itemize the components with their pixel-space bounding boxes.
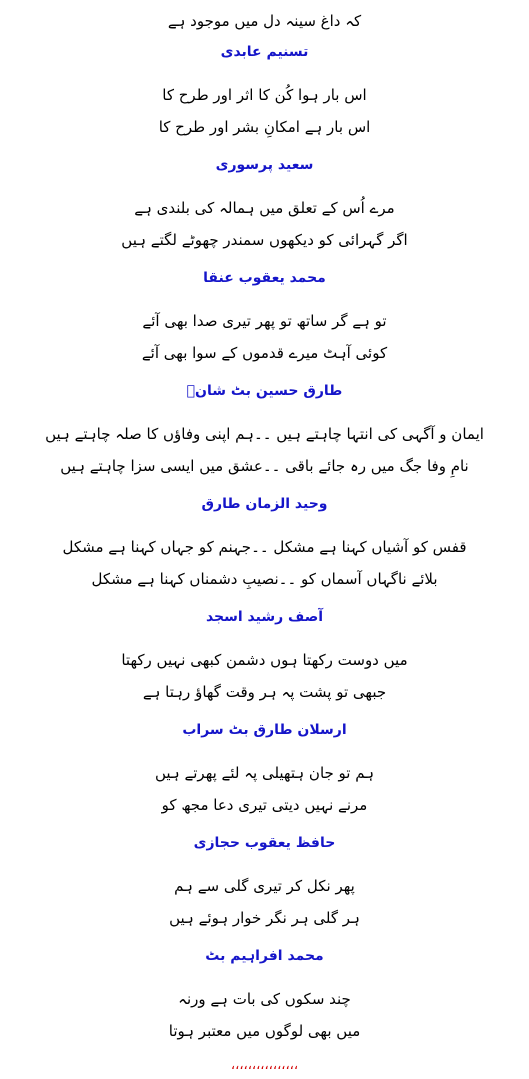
verse-line: اگر گہرائی کو دیکھوں سمندر چھوٹے لگتے ہیں (121, 231, 408, 249)
verse-line: چند سکوں کی بات ہے ورنہ (178, 990, 351, 1008)
couplet (0, 305, 529, 369)
couplet (0, 192, 529, 256)
verse-line: ایمان و آگہی کی انتہا چاہتے ہیں ۔۔ہم اپنی وفاؤں کا صلہ چاہتے ہیں (45, 425, 484, 443)
poet-name: آصف رشید اسجد (205, 609, 324, 625)
poet-name: تسنیم عابدی (220, 44, 309, 60)
verse-line: اس بار ہے امکانِ بشر اور طرح کا (158, 118, 371, 136)
verse-line: مرنے نہیں دیتی تیری دعا مجھ کو (161, 796, 368, 814)
section-3 (0, 262, 529, 369)
verse-line: نامِ وفا جگ میں رہ جائے باقی ۔۔عشق میں ایسی سزا چاہتے ہیں (60, 457, 469, 475)
verse-line: کوئی آہٹ میرے قدموں کے سوا بھی آئے (141, 344, 388, 362)
couplet (0, 79, 529, 143)
poet-name: محمد افراہیم بٹ (205, 948, 324, 964)
couplet (0, 870, 529, 934)
couplet (0, 644, 529, 708)
section-8 (0, 827, 529, 934)
couplet (0, 418, 529, 482)
verse-line: میں دوست رکھتا ہوں دشمن کبھی نہیں رکھتا (121, 651, 408, 669)
verse-line: پھر نکل کر تیری گلی سے ہم (174, 877, 355, 895)
poet-name: سعید پرسوری (215, 157, 314, 173)
poet-name: محمد یعقوب عنقا (203, 270, 326, 286)
verse-line: اس بار ہوا کُن کا اثر اور طرح کا (162, 86, 367, 104)
verse-line: جبھی تو پشت پہ ہر وقت گھاؤ رہتا ہے (142, 683, 387, 701)
section-4 (0, 375, 529, 482)
verse-line: ہم تو جان ہتھیلی پہ لئے پھرتے ہیں (154, 764, 375, 782)
verse-line: قفس کو آشیاں کہنا ہے مشکل ۔۔جہنم کو جہاں کہنا ہے مشکل (62, 538, 467, 556)
verse-line: میں بھی لوگوں میں معتبر ہوتا (168, 1022, 361, 1040)
couplet (0, 757, 529, 821)
couplet (0, 531, 529, 595)
section-7 (0, 714, 529, 821)
section-5 (0, 488, 529, 595)
section-6 (0, 601, 529, 708)
footer-separator: ،،،،،،،،،،،،،،،، (230, 1058, 299, 1073)
poet-name: طارق حسین بٹ شانؔ (186, 383, 343, 399)
section-9 (0, 940, 529, 1047)
verse-line: تو ہے گر ساتھ تو پھر تیری صدا بھی آئے (142, 312, 387, 330)
couplet (0, 983, 529, 1047)
poet-name: ارسلان طارق بٹ سراب (182, 722, 347, 738)
poet-name: وحید الزمان طارق (201, 496, 328, 512)
poet-name: حافظ یعقوب حجازی (193, 835, 336, 851)
opening-verse: کہ داغ سینہ دل میں موجود ہے (167, 12, 362, 30)
verse-line: ہر گلی ہر نگر خوار ہوئے ہیں (169, 909, 360, 927)
verse-line: مرے اُس کے تعلق میں ہمالہ کی بلندی ہے (134, 199, 395, 217)
verse-line: بلائے ناگہاں آسماں کو ۔۔نصیبِ دشمناں کہنا ہے مشکل (91, 570, 438, 588)
section-1 (0, 36, 529, 143)
section-2 (0, 149, 529, 256)
